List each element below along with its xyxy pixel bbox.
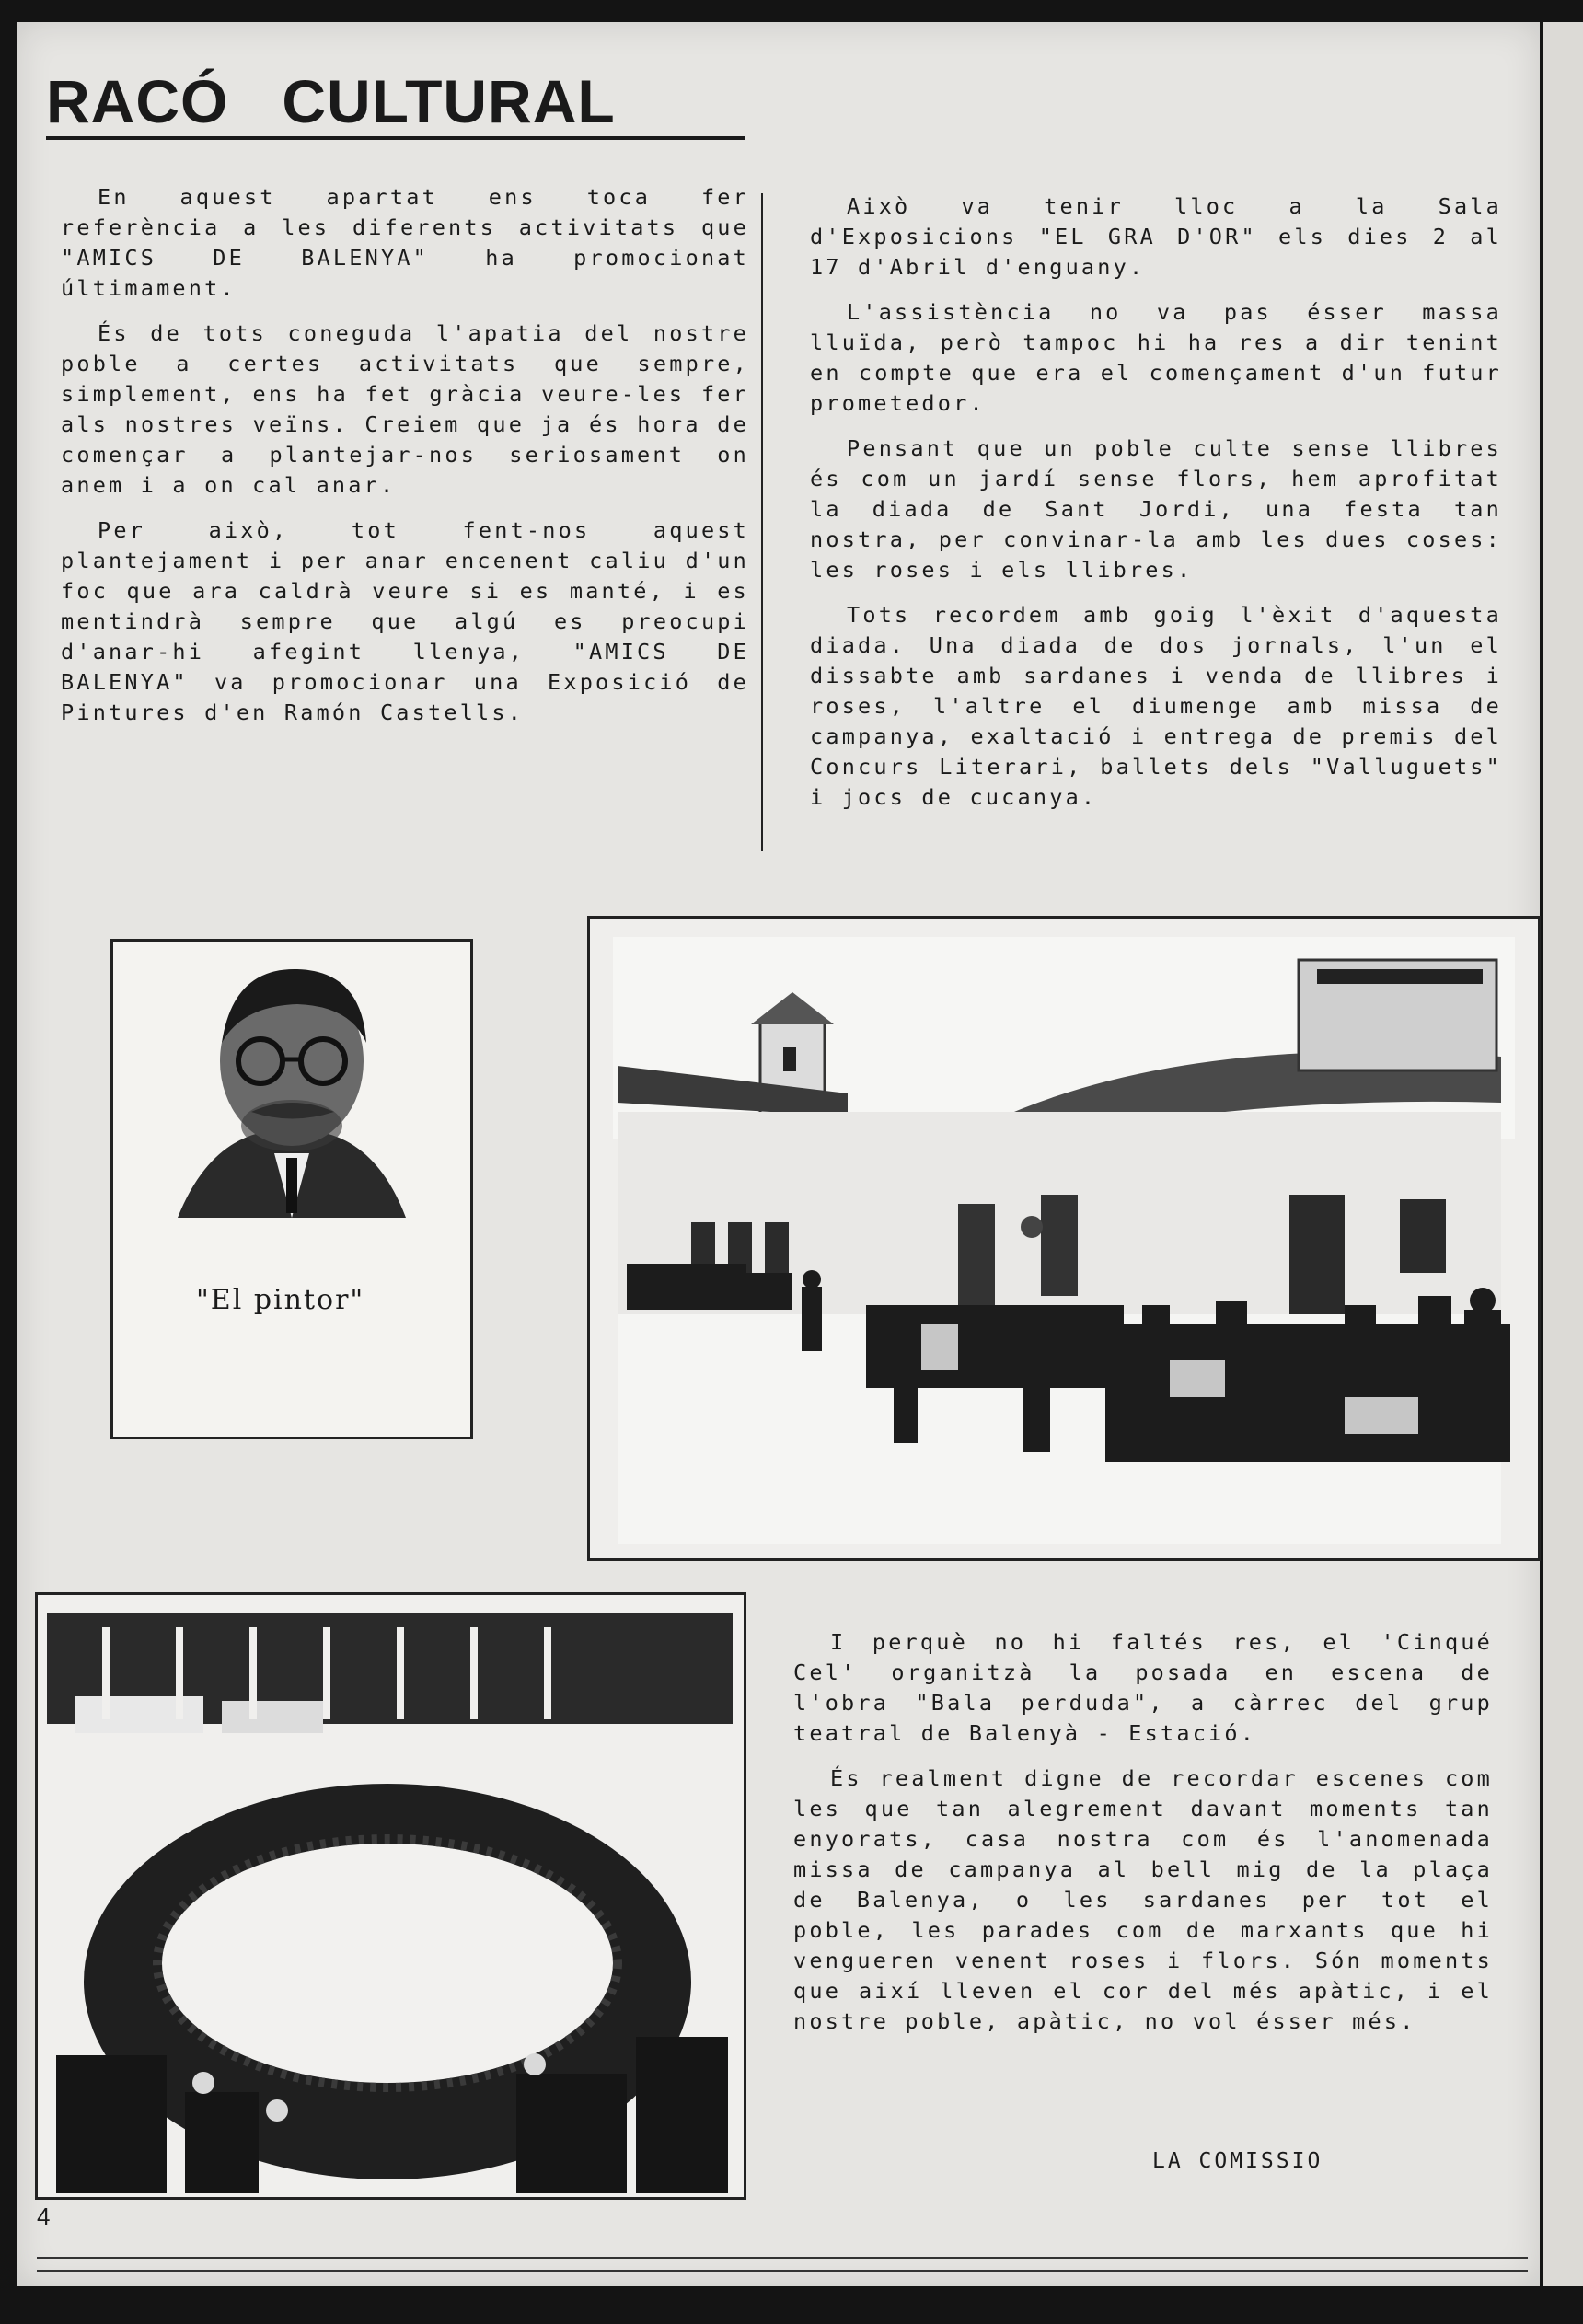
street-fair-photo-frame — [587, 916, 1541, 1561]
street-fair-photo — [590, 919, 1538, 1558]
page-title: RACÓ CULTURAL — [46, 67, 616, 135]
bottom-paragraph: I perquè no hi faltés res, el 'Cinqué Cel' organitzà la posada en escena de l'obra "Bala perduda", a càrrec del grup teatral de Balenyà - Estació. — [793, 1629, 1493, 1746]
left-paragraph: En aquest apartat ens toca fer referència a les diferents activitats que "AMICS DE BALENYA" ha promocionat últimament. — [61, 184, 749, 301]
right-paragraph: Pensant que un poble culte sense llibres és com un jardí sense flors, hem aprofitat la diada de Sant Jordi, una festa tan nostra, per convinar-la amb les dues coses: les roses i els llibres. — [810, 435, 1502, 583]
left-text-column — [61, 182, 749, 743]
next-page-edge — [1543, 22, 1583, 2286]
column-divider — [761, 193, 763, 851]
bottom-text-column — [793, 1627, 1493, 2052]
right-text-column — [810, 191, 1502, 827]
bottom-paragraph: És realment digne de recordar escenes com les que tan alegrement davant moments tan enyorats, casa nostra com és l'anomenada missa de campanya al bell mig de la plaça de Balenya, o les sardanes per tot el poble, les parades com de marxants que hi vengueren venent roses i flors. Són moments que així lleven el cor del més apàtic, i el nostre poble, apàtic, no vol ésser més. — [793, 1765, 1493, 2034]
page-number: 4 — [37, 2203, 51, 2230]
portrait-caption: "El pintor" — [196, 1284, 365, 1316]
signature: LA COMISSIO — [1152, 2149, 1323, 2173]
bottom-rule — [37, 2270, 1528, 2272]
right-paragraph: Això va tenir lloc a la Sala d'Exposicions "EL GRA D'OR" els dies 2 al 17 d'Abril d'enguany. — [810, 193, 1502, 280]
left-paragraph: Per això, tot fent-nos aquest plantejament i per anar encenent caliu d'un foc que ara caldrà veure si es manté, i es mentindrà sempre que algú es preocupi d'anar-hi afegint llenya, "AMICS DE BALENYA" va promocionar una Exposició de Pintures d'en Ramón Castells. — [61, 517, 749, 725]
portrait-photo-frame — [110, 939, 473, 1439]
sardana-photo-frame — [35, 1592, 746, 2200]
bottom-rule — [37, 2257, 1528, 2259]
portrait-photo — [113, 942, 470, 1236]
title-underline — [46, 136, 745, 140]
sardana-photo — [38, 1595, 744, 2197]
right-paragraph: Tots recordem amb goig l'èxit d'aquesta diada. Una diada de dos jornals, l'un el dissabte amb sardanes i venda de llibres i roses, l'altre el diumenge amb missa de campanya, exaltació i entrega de premis del Concurs Literari, ballets dels "Valluguets" i jocs de cucanya. — [810, 602, 1502, 810]
right-paragraph: L'assistència no va pas ésser massa lluïda, però tampoc hi ha res a dir tenint en compte que era el començament d'un futur prometedor. — [810, 299, 1502, 416]
left-paragraph: És de tots coneguda l'apatia del nostre poble a certes activitats que sempre, simplement, ens ha fet gràcia veure-les fer als nostres veïns. Creiem que ja és hora de començar a plantejar-nos seriosament on anem i a on cal anar. — [61, 320, 749, 498]
